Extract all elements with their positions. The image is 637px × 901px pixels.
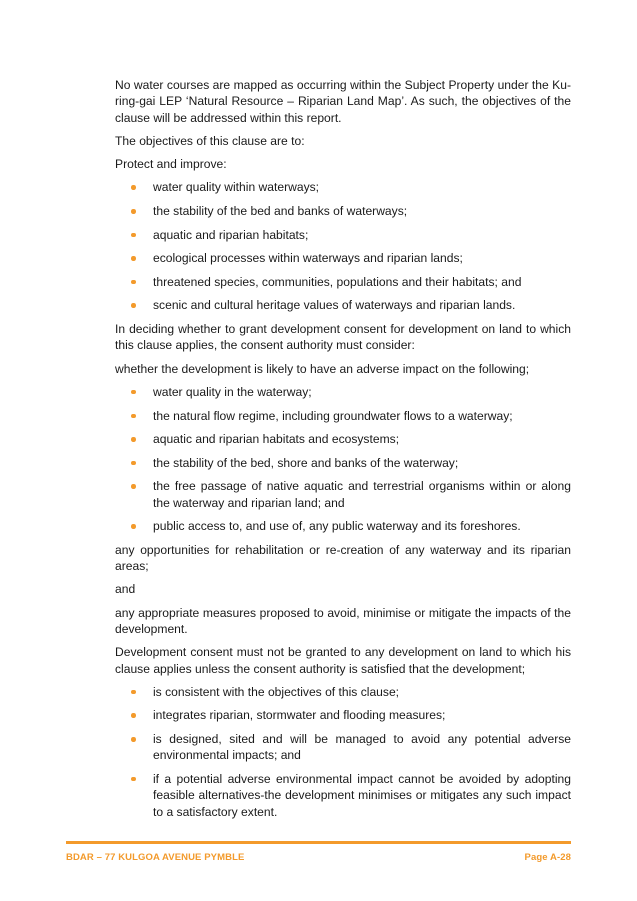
footer-rule [66, 841, 571, 844]
list-item-text: the stability of the bed and banks of waterways; [153, 204, 408, 219]
list-item-text: water quality within waterways; [153, 180, 320, 195]
bullet-dot-icon [131, 690, 136, 695]
list-item [115, 431, 571, 447]
list-item [115, 707, 571, 723]
bullet-dot-icon [131, 777, 136, 782]
list-item-text: water quality in the waterway; [153, 384, 312, 399]
list-item-text: the natural flow regime, including groundwater flows to a waterway; [153, 408, 513, 423]
bullet-dot-icon [131, 185, 136, 190]
bullet-dot-icon [131, 414, 136, 419]
list-item [115, 250, 571, 266]
list-item [115, 297, 571, 313]
list-item-text: if a potential adverse environmental impact cannot be avoided by adopting feasible alternatives-the development minimises or mitigates any such impact to a satisfactory extent. [153, 771, 571, 819]
body-paragraph: any appropriate measures proposed to avoid, minimise or mitigate the impacts of the development. [115, 605, 571, 636]
bullet-dot-icon [131, 484, 136, 489]
list-item-text: aquatic and riparian habitats and ecosystems; [153, 432, 400, 447]
list-item-text: aquatic and riparian habitats; [153, 227, 309, 242]
footer-page-number: Page A-28 [524, 852, 571, 863]
list-item-text: public access to, and use of, any public waterway and its foreshores. [153, 519, 521, 534]
bullet-list [115, 684, 571, 820]
list-item-text: threatened species, communities, populations and their habitats; and [153, 274, 522, 289]
list-item-text: the stability of the bed, shore and banks of the waterway; [153, 455, 459, 470]
bullet-dot-icon [131, 461, 136, 466]
list-item-text: integrates riparian, stormwater and flooding measures; [153, 708, 446, 723]
bullet-dot-icon [131, 437, 136, 442]
list-item [115, 384, 571, 400]
body-paragraph: Development consent must not be granted to any development on land to which his clause applies unless the consent authority is satisfied that the development; [115, 645, 571, 676]
bullet-dot-icon [131, 390, 136, 395]
list-item [115, 518, 571, 534]
list-item [115, 731, 571, 764]
bullet-dot-icon [131, 233, 136, 238]
body-paragraph: No water courses are mapped as occurring within the Subject Property under the Ku-ring-gai LEP ‘Natural Resource – Riparian Land Map’. As such, the objectives of the clause will be addressed within this report. [115, 78, 571, 125]
body-paragraph: In deciding whether to grant development consent for development on land to which this clause applies, the consent authority must consider: [115, 322, 571, 353]
list-item [115, 478, 571, 511]
body-paragraph: any opportunities for rehabilitation or re-creation of any waterway and its riparian areas; [115, 542, 571, 574]
list-item-text: is consistent with the objectives of this clause; [153, 684, 400, 699]
body-paragraph: whether the development is likely to have an adverse impact on the following; [115, 361, 530, 376]
list-item [115, 684, 571, 700]
list-item-text: the free passage of native aquatic and terrestrial organisms within or along the waterway and riparian land; and [153, 479, 571, 510]
bullet-dot-icon [131, 737, 136, 742]
body-paragraph: The objectives of this clause are to: [115, 133, 305, 148]
list-item [115, 203, 571, 219]
bullet-dot-icon [131, 280, 136, 285]
footer-document-title: BDAR – 77 KULGOA AVENUE PYMBLE [66, 852, 245, 863]
bullet-dot-icon [131, 303, 136, 308]
list-item [115, 455, 571, 471]
list-item [115, 179, 571, 195]
list-item-text: is designed, sited and will be managed to avoid any potential adverse environmental impacts; and [153, 732, 571, 763]
bullet-dot-icon [131, 209, 136, 214]
bullet-dot-icon [131, 256, 136, 261]
list-item-text: ecological processes within waterways and riparian lands; [153, 251, 463, 266]
page-body [115, 77, 571, 827]
bullet-dot-icon [131, 524, 136, 529]
list-item [115, 771, 571, 820]
list-item-text: scenic and cultural heritage values of waterways and riparian lands. [153, 298, 516, 313]
body-paragraph: and [115, 582, 136, 597]
body-paragraph: Protect and improve: [115, 157, 227, 172]
bullet-list [115, 384, 571, 535]
list-item [115, 274, 571, 290]
bullet-dot-icon [131, 713, 136, 718]
list-item [115, 408, 571, 424]
page-footer [66, 852, 571, 863]
bullet-list [115, 179, 571, 313]
list-item [115, 227, 571, 243]
